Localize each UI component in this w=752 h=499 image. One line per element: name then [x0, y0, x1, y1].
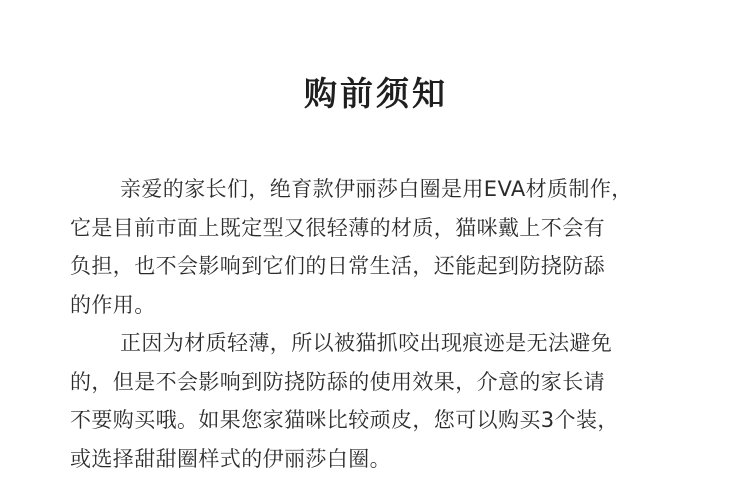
notice-body [70, 170, 690, 478]
page-title: 购前须知 [304, 74, 448, 113]
text-line: 正因为材质轻薄，所以被猫抓咬出现痕迹是无法避免 [120, 331, 613, 355]
paragraph-material [70, 170, 690, 324]
text-line: 亲爱的家长们，绝育款伊丽莎白圈是用EVA材质制作， [120, 177, 633, 201]
text-line: 不要购买哦。如果您家猫咪比较顽皮，您可以购买3个装， [70, 408, 619, 432]
text-line: 的作用。 [70, 292, 156, 317]
paragraph-wear-notice [70, 324, 690, 478]
text-line: 它是目前市面上既定型又很轻薄的材质，猫咪戴上不会有 [70, 215, 605, 240]
text-line: 的，但是不会影响到防挠防舔的使用效果，介意的家长请 [70, 369, 605, 394]
text-line: 或选择甜甜圈样式的伊丽莎白圈。 [70, 446, 391, 471]
text-line: 负担，也不会影响到它们的日常生活，还能起到防挠防舔 [70, 254, 605, 278]
